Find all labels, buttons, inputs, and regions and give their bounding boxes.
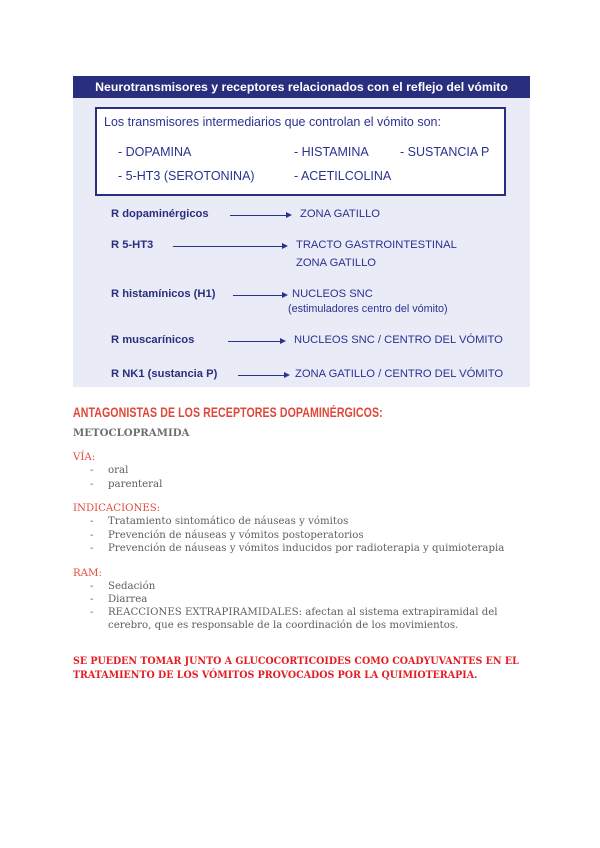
receptor-label-5ht3: R 5-HT3	[111, 239, 154, 251]
transmitter-dopamina: - DOPAMINA	[118, 145, 192, 159]
via-item-oral: oral	[108, 465, 129, 476]
indicacion-item: Prevención de náuseas y vómitos postoperatorios	[108, 530, 364, 541]
ram-item: REACCIONES EXTRAPIRAMIDALES: afectan al sistema extrapiramidal del	[108, 607, 498, 618]
ram-heading: RAM:	[73, 568, 102, 579]
bullet-dash-icon: -	[90, 465, 94, 476]
via-heading: VÍA:	[73, 452, 96, 463]
indicaciones-heading: INDICACIONES:	[73, 503, 161, 514]
transmitters-intro: Los transmisores intermediarios que controlan el vómito son:	[104, 115, 441, 129]
arrow-right-icon	[173, 246, 283, 247]
arrow-right-icon	[228, 341, 281, 342]
ram-item: Sedación	[108, 581, 156, 592]
ram-item: Diarrea	[108, 594, 148, 605]
note-line: SE PUEDEN TOMAR JUNTO A GLUCOCORTICOIDES COMO COADYUVANTES EN EL	[73, 655, 519, 667]
via-item-parenteral: parenteral	[108, 479, 163, 490]
receptor-target2-histaminicos: (estimuladores centro del vómito)	[288, 303, 448, 315]
transmitter-acetilcolina: - ACETILCOLINA	[294, 169, 392, 183]
vomiting-reflex-figure	[73, 76, 530, 387]
ram-item-continuation: cerebro, que es responsable de la coordinación de los movimientos.	[108, 620, 459, 631]
receptor-label-dopaminergicos: R dopaminérgicos	[111, 208, 209, 220]
receptor-target-muscarinicos: NUCLEOS SNC / CENTRO DEL VÓMITO	[294, 334, 503, 346]
transmitter-serotonina: - 5-HT3 (SEROTONINA)	[118, 169, 255, 183]
arrow-right-icon	[238, 375, 285, 376]
receptor-target2-5ht3: ZONA GATILLO	[296, 257, 376, 269]
transmitter-sustancia-p: - SUSTANCIA P	[400, 145, 490, 159]
transmitter-histamina: - HISTAMINA	[294, 145, 369, 159]
receptor-target-dopaminergicos: ZONA GATILLO	[300, 208, 380, 220]
receptor-target-nk1: ZONA GATILLO / CENTRO DEL VÓMITO	[295, 368, 504, 380]
note-line: TRATAMIENTO DE LOS VÓMITOS PROVOCADOS POR LA QUIMIOTERAPIA.	[73, 669, 478, 681]
figure-header: Neurotransmisores y receptores relacionados con el reflejo del vómito	[73, 76, 530, 98]
bullet-dash-icon: -	[90, 543, 94, 554]
bullet-dash-icon: -	[90, 607, 94, 618]
receptor-target-histaminicos: NUCLEOS SNC	[292, 288, 373, 300]
bullet-dash-icon: -	[90, 516, 94, 527]
receptor-label-histaminicos: R histamínicos (H1)	[111, 288, 216, 300]
receptor-target-5ht3: TRACTO GASTROINTESTINAL	[296, 239, 457, 251]
drug-name: METOCLOPRAMIDA	[73, 427, 190, 439]
arrow-right-icon	[230, 215, 287, 216]
section-title: ANTAGONISTAS DE LOS RECEPTORES DOPAMINÉRGICOS:	[73, 405, 383, 420]
bullet-dash-icon: -	[90, 581, 94, 592]
bullet-dash-icon: -	[90, 594, 94, 605]
bullet-dash-icon: -	[90, 530, 94, 541]
receptor-label-nk1: R NK1 (sustancia P)	[111, 368, 218, 380]
indicacion-item: Prevención de náuseas y vómitos inducidos por radioterapia y quimioterapia	[108, 543, 505, 554]
bullet-dash-icon: -	[90, 479, 94, 490]
receptor-label-muscarinicos: R muscarínicos	[111, 334, 195, 346]
arrow-right-icon	[233, 295, 283, 296]
indicacion-item: Tratamiento sintomático de náuseas y vómitos	[108, 516, 349, 527]
